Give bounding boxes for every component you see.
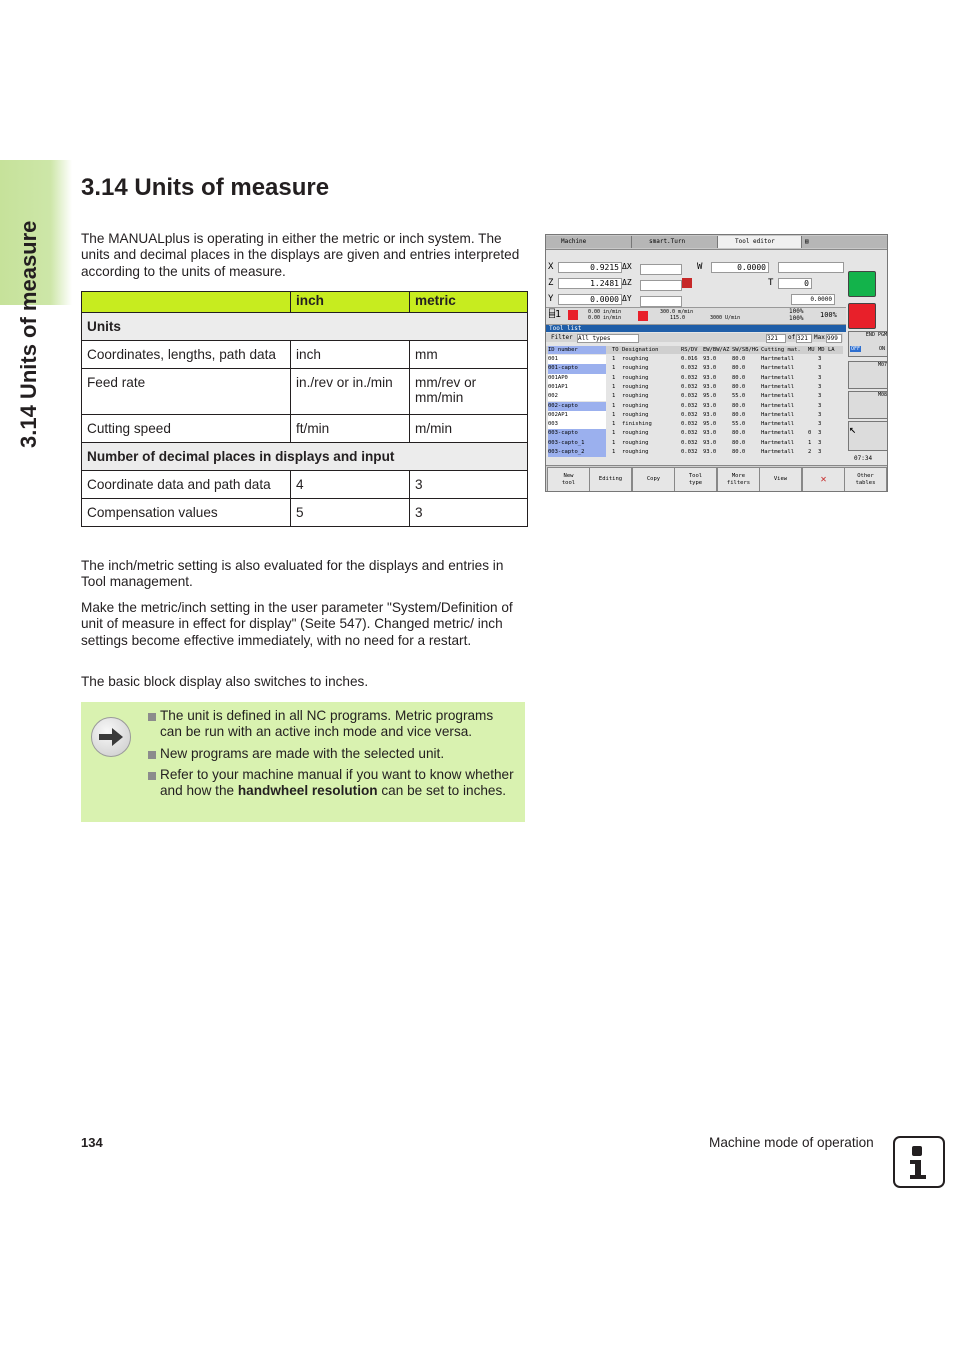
feed-readout: 0.00 in/min bbox=[588, 315, 622, 321]
cut-speed-readout: 115.0 bbox=[670, 315, 686, 321]
softkey-more-filters[interactable]: More filters bbox=[717, 467, 760, 492]
note-item bbox=[147, 746, 517, 762]
table-cell: 003-capto_1 bbox=[548, 439, 606, 448]
table-section-row bbox=[82, 443, 528, 471]
table-cell: Hartmetall bbox=[761, 393, 795, 400]
table-row bbox=[82, 471, 528, 499]
table-cell: 1 bbox=[808, 439, 812, 446]
note-item-bold: handwheel resolution bbox=[237, 783, 378, 799]
table-row[interactable] bbox=[546, 383, 843, 392]
table-cell: 003-capto bbox=[548, 429, 606, 438]
table-cell: 0.032 bbox=[681, 421, 698, 428]
table-cell: 0.032 bbox=[681, 449, 698, 455]
table-cell: 93.0 bbox=[703, 411, 717, 418]
table-cell: 001AP0 bbox=[548, 374, 606, 383]
jog-arrow-icon: ↖ bbox=[849, 422, 857, 436]
table-cell: roughing bbox=[622, 430, 649, 437]
table-cell: 1 bbox=[612, 449, 616, 455]
table-cell: in./rev or in./min bbox=[291, 369, 410, 415]
axis-delta-value bbox=[640, 296, 682, 307]
note-item-text: can be set to inches. bbox=[377, 783, 507, 799]
table-cell: m/min bbox=[410, 415, 528, 443]
table-cell: Hartmetall bbox=[761, 439, 795, 446]
table-cell: ft/min bbox=[291, 415, 410, 443]
screen-tab-bar bbox=[546, 235, 887, 250]
table-row bbox=[82, 369, 528, 415]
col-header[interactable]: EW/BW/AZ bbox=[703, 347, 730, 353]
table-cell: 80.0 bbox=[732, 449, 746, 455]
filter-bar bbox=[546, 333, 843, 342]
tool-list-title: Tool list bbox=[546, 325, 846, 332]
table-cell: 93.0 bbox=[703, 365, 717, 372]
table-cell: 80.0 bbox=[732, 365, 746, 372]
table-cell: 3 bbox=[410, 471, 528, 499]
table-cell: Hartmetall bbox=[761, 411, 795, 418]
table-cell: 0.032 bbox=[681, 402, 698, 409]
table-cell: 1 bbox=[612, 421, 616, 428]
id-field bbox=[778, 262, 844, 273]
chapter-side-label: 3.14 Units of measure bbox=[16, 220, 41, 448]
softkey-delete[interactable] bbox=[802, 467, 845, 492]
note-item-text: Refer to your machine manual if you want to know whether and how the bbox=[160, 766, 514, 799]
table-cell: 0.032 bbox=[681, 439, 698, 446]
axis-label: X bbox=[548, 262, 554, 272]
table-cell: roughing bbox=[622, 374, 649, 381]
table-cell: roughing bbox=[622, 411, 649, 418]
tab-label: Machine bbox=[561, 238, 587, 245]
table-header-cell bbox=[82, 292, 291, 313]
table-cell: 002 bbox=[548, 392, 606, 401]
softkey-editing[interactable]: Editing bbox=[589, 467, 632, 492]
tool-list-screenshot bbox=[545, 234, 888, 492]
table-cell: 002-capto bbox=[548, 402, 606, 411]
table-cell: Hartmetall bbox=[761, 449, 795, 455]
table-cell: Hartmetall bbox=[761, 356, 795, 362]
cycle-start-button[interactable] bbox=[848, 271, 876, 297]
rapid-override: 100% bbox=[789, 315, 804, 322]
info-icon bbox=[893, 1136, 945, 1188]
bullet-square-icon bbox=[148, 751, 156, 759]
table-cell: roughing bbox=[622, 439, 649, 446]
table-cell: Hartmetall bbox=[761, 365, 795, 372]
body-paragraph: The inch/metric setting is also evaluated for the displays and entries in Tool management. bbox=[81, 558, 504, 590]
table-cell: 3 bbox=[818, 421, 822, 428]
max-label: Max bbox=[814, 334, 825, 341]
col-header[interactable]: MD bbox=[818, 347, 825, 353]
footer-chapter: Machine mode of operation bbox=[709, 1135, 874, 1150]
table-cell: 93.0 bbox=[703, 383, 717, 390]
table-cell: 3 bbox=[410, 499, 528, 527]
col-header[interactable]: Designation bbox=[622, 347, 659, 353]
table-cell: 95.0 bbox=[703, 393, 717, 400]
table-cell: 003-capto_2 bbox=[548, 448, 606, 457]
table-cell: Hartmetall bbox=[761, 421, 795, 428]
table-cell: 3 bbox=[818, 439, 822, 446]
note-list bbox=[147, 708, 517, 804]
axis-delta-value bbox=[640, 280, 682, 291]
table-cell: Coordinate data and path data bbox=[82, 471, 291, 499]
table-cell: 0.032 bbox=[681, 393, 698, 400]
bullet-square-icon bbox=[148, 713, 156, 721]
softkey-other-tables[interactable]: Other tables bbox=[844, 467, 887, 492]
col-header[interactable]: Cutting mat. bbox=[761, 347, 801, 353]
on-label: ON bbox=[878, 346, 885, 352]
table-cell: 55.0 bbox=[732, 393, 746, 400]
table-cell: 3 bbox=[818, 402, 822, 409]
table-row[interactable] bbox=[546, 420, 843, 429]
table-cell: 93.0 bbox=[703, 356, 717, 362]
table-cell: finishing bbox=[622, 421, 652, 428]
table-cell: Coordinates, lengths, path data bbox=[82, 341, 291, 369]
table-row bbox=[82, 499, 528, 527]
filter-select[interactable]: All types bbox=[577, 334, 639, 343]
table-cell: roughing bbox=[622, 393, 649, 400]
table-cell: 001AP1 bbox=[548, 383, 606, 392]
table-cell: 3 bbox=[818, 365, 822, 372]
body-paragraph: Make the metric/inch setting in the user parameter "System/Definition of unit of measure in effect for display" (Seite 547). Changed metric/ inch settings become effective immediately, with no need for a restart. bbox=[81, 600, 513, 648]
table-cell: 93.0 bbox=[703, 374, 717, 381]
table-cell: Compensation values bbox=[82, 499, 291, 527]
table-cell: 80.0 bbox=[732, 374, 746, 381]
table-cell: 93.0 bbox=[703, 439, 717, 446]
table-cell: 001-capto bbox=[548, 364, 606, 373]
table-cell: Cutting speed bbox=[82, 415, 291, 443]
table-cell: 93.0 bbox=[703, 402, 717, 409]
table-row[interactable] bbox=[546, 355, 843, 364]
turret-icon: ⌸1 bbox=[549, 309, 562, 320]
body-paragraph: The basic block display also switches to inches. bbox=[81, 674, 369, 689]
filter-label: Filter bbox=[551, 334, 573, 341]
t-label: T bbox=[768, 278, 774, 288]
table-cell: roughing bbox=[622, 383, 649, 390]
table-cell: 1 bbox=[612, 402, 616, 409]
table-cell: 3 bbox=[818, 356, 822, 362]
axis-value: 0.0000 bbox=[558, 294, 622, 305]
table-cell: 3 bbox=[818, 411, 822, 418]
tool-total: 321 bbox=[796, 334, 812, 343]
table-cell: 93.0 bbox=[703, 430, 717, 437]
table-cell: 80.0 bbox=[732, 356, 746, 362]
w-axis-value: 0.0000 bbox=[711, 262, 769, 273]
tab-tool-editor[interactable] bbox=[718, 236, 802, 248]
tool-table-header bbox=[546, 346, 843, 354]
spindle-override: 100% bbox=[820, 311, 837, 319]
table-cell: 55.0 bbox=[732, 421, 746, 428]
table-row bbox=[82, 341, 528, 369]
axis-value: 1.2481 bbox=[558, 278, 622, 289]
axis-label: Z bbox=[548, 278, 554, 288]
table-row[interactable] bbox=[546, 439, 843, 448]
units-table bbox=[81, 291, 528, 527]
table-cell: 0.032 bbox=[681, 374, 698, 381]
m08-label: M08 bbox=[877, 392, 887, 398]
table-cell: 1 bbox=[612, 439, 616, 446]
table-cell: Hartmetall bbox=[761, 374, 795, 381]
tab-label: Tool editor bbox=[735, 238, 775, 245]
table-section-cell: Number of decimal places in displays and input bbox=[82, 443, 528, 471]
table-cell: roughing bbox=[622, 402, 649, 409]
table-header-row bbox=[82, 292, 528, 313]
stop-icon bbox=[568, 310, 578, 320]
end-pgm-label: END PGM bbox=[865, 332, 887, 338]
axis-label: Y bbox=[548, 294, 554, 304]
machine-status-bar bbox=[546, 307, 846, 325]
off-label: OFF bbox=[851, 346, 861, 352]
table-cell: Feed rate bbox=[82, 369, 291, 415]
spindle-speed: 3000 U/min bbox=[710, 315, 741, 321]
table-cell: 1 bbox=[612, 365, 616, 372]
arrow-right-icon bbox=[91, 717, 131, 757]
table-cell: 1 bbox=[612, 356, 616, 362]
table-cell: 1 bbox=[612, 374, 616, 381]
note-box bbox=[81, 702, 525, 822]
page-title: 3.14 Units of measure bbox=[81, 174, 330, 201]
table-cell: 002AP1 bbox=[548, 411, 606, 420]
feed-readout: 0.00 in/min bbox=[588, 309, 622, 315]
intro-paragraph: The MANUALplus is operating in either the metric or inch system. The units and decimal places in the displays are given and entries interpreted according to the units of measure. bbox=[81, 231, 520, 279]
col-header[interactable]: SW/SB/HG bbox=[732, 347, 759, 353]
col-header[interactable]: MU bbox=[808, 347, 815, 353]
of-label: of bbox=[788, 334, 796, 341]
table-row[interactable] bbox=[546, 429, 843, 438]
table-header-cell: inch bbox=[291, 292, 410, 313]
tool-holder-icon bbox=[682, 278, 692, 288]
table-cell: 001 bbox=[548, 355, 606, 364]
col-header[interactable]: TO bbox=[612, 347, 619, 353]
table-cell: 0.032 bbox=[681, 365, 698, 372]
cut-speed-readout: 300.0 m/min bbox=[660, 309, 694, 315]
jog-button[interactable] bbox=[848, 421, 888, 451]
table-cell: 1 bbox=[612, 383, 616, 390]
col-header[interactable]: RS/DV bbox=[681, 347, 698, 353]
note-item bbox=[147, 708, 517, 741]
softkey-copy[interactable]: Copy bbox=[632, 467, 675, 492]
table-cell: 3 bbox=[818, 383, 822, 390]
feed-override: 100% bbox=[789, 308, 804, 315]
table-cell: 4 bbox=[291, 471, 410, 499]
softkey-bar bbox=[546, 465, 887, 492]
col-header[interactable]: ID number bbox=[548, 346, 606, 354]
table-header-cell: metric bbox=[410, 292, 528, 313]
table-icon: ▤ bbox=[805, 238, 809, 245]
table-cell: roughing bbox=[622, 356, 649, 362]
tab-machine[interactable] bbox=[546, 236, 632, 248]
chapter-side-label-wrap bbox=[16, 0, 46, 450]
softkey-tool-type[interactable]: Tool type bbox=[674, 467, 717, 492]
table-row bbox=[82, 415, 528, 443]
table-cell: 80.0 bbox=[732, 383, 746, 390]
table-row[interactable] bbox=[546, 402, 843, 411]
bullet-square-icon bbox=[148, 772, 156, 780]
table-cell: 0 bbox=[808, 430, 812, 437]
t-value: 0 bbox=[778, 278, 812, 289]
table-cell: 80.0 bbox=[732, 430, 746, 437]
table-cell: roughing bbox=[622, 449, 649, 455]
clock: 07:34 bbox=[854, 455, 873, 462]
table-cell: 5 bbox=[291, 499, 410, 527]
table-row[interactable] bbox=[546, 374, 843, 383]
table-cell: 3 bbox=[818, 430, 822, 437]
tab-extra[interactable] bbox=[802, 236, 888, 248]
table-cell: 0.016 bbox=[681, 356, 698, 362]
col-header[interactable]: LA bbox=[828, 347, 835, 353]
table-row[interactable] bbox=[546, 448, 843, 457]
end-pgm-toggle[interactable] bbox=[848, 331, 888, 357]
axis-delta-label: ΔX bbox=[622, 262, 632, 271]
axis-delta-label: ΔY bbox=[622, 294, 632, 303]
table-section-cell: Units bbox=[82, 313, 528, 341]
m07-toggle[interactable] bbox=[848, 361, 888, 389]
note-item-text: The unit is defined in all NC programs. Metric programs can be run with an active inch mode and vice versa. bbox=[160, 708, 494, 740]
table-cell: 003 bbox=[548, 420, 606, 429]
tool-count: 321 bbox=[766, 334, 786, 343]
axis-delta-label: ΔZ bbox=[622, 278, 632, 287]
m08-toggle[interactable] bbox=[848, 391, 888, 419]
axis-value: 0.9215 bbox=[558, 262, 622, 273]
table-cell: 3 bbox=[818, 393, 822, 400]
page-number: 134 bbox=[81, 1135, 103, 1150]
table-row[interactable] bbox=[546, 411, 843, 420]
table-cell: 0.032 bbox=[681, 430, 698, 437]
note-item-text: New programs are made with the selected unit. bbox=[160, 745, 445, 761]
m07-label: M07 bbox=[877, 362, 887, 368]
table-cell: 3 bbox=[818, 449, 822, 455]
table-cell: 1 bbox=[612, 393, 616, 400]
softkey-view[interactable]: View bbox=[759, 467, 802, 492]
table-cell: 93.0 bbox=[703, 449, 717, 455]
max-value: 999 bbox=[826, 334, 842, 343]
table-cell: 0.032 bbox=[681, 383, 698, 390]
table-cell: 2 bbox=[808, 449, 812, 455]
table-cell: Hartmetall bbox=[761, 383, 795, 390]
softkey-new-tool[interactable]: New tool bbox=[547, 467, 590, 492]
table-cell: 80.0 bbox=[732, 439, 746, 446]
tab-smart-turn[interactable] bbox=[632, 236, 718, 248]
table-row[interactable] bbox=[546, 364, 843, 373]
table-row[interactable] bbox=[546, 392, 843, 401]
table-cell: roughing bbox=[622, 365, 649, 372]
table-cell: Hartmetall bbox=[761, 430, 795, 437]
table-cell: 80.0 bbox=[732, 402, 746, 409]
table-cell: Hartmetall bbox=[761, 402, 795, 409]
tab-label: smart.Turn bbox=[649, 238, 686, 245]
table-cell: mm/rev or mm/min bbox=[410, 369, 528, 415]
table-cell: 3 bbox=[818, 374, 822, 381]
table-cell: inch bbox=[291, 341, 410, 369]
table-cell: mm bbox=[410, 341, 528, 369]
w-axis-label: W bbox=[697, 262, 703, 272]
table-cell: 80.0 bbox=[732, 411, 746, 418]
cycle-stop-button[interactable] bbox=[848, 303, 876, 329]
table-section-row bbox=[82, 313, 528, 341]
c-axis-value: 0.0000 bbox=[791, 294, 835, 305]
axis-delta-value bbox=[640, 264, 682, 275]
stop-icon bbox=[638, 311, 648, 321]
table-cell: 0.032 bbox=[681, 411, 698, 418]
table-cell: 1 bbox=[612, 411, 616, 418]
delete-icon: ✕ bbox=[820, 474, 827, 485]
table-cell: 95.0 bbox=[703, 421, 717, 428]
note-item bbox=[147, 767, 517, 800]
table-cell: 1 bbox=[612, 430, 616, 437]
screen-side-panel bbox=[846, 255, 887, 465]
